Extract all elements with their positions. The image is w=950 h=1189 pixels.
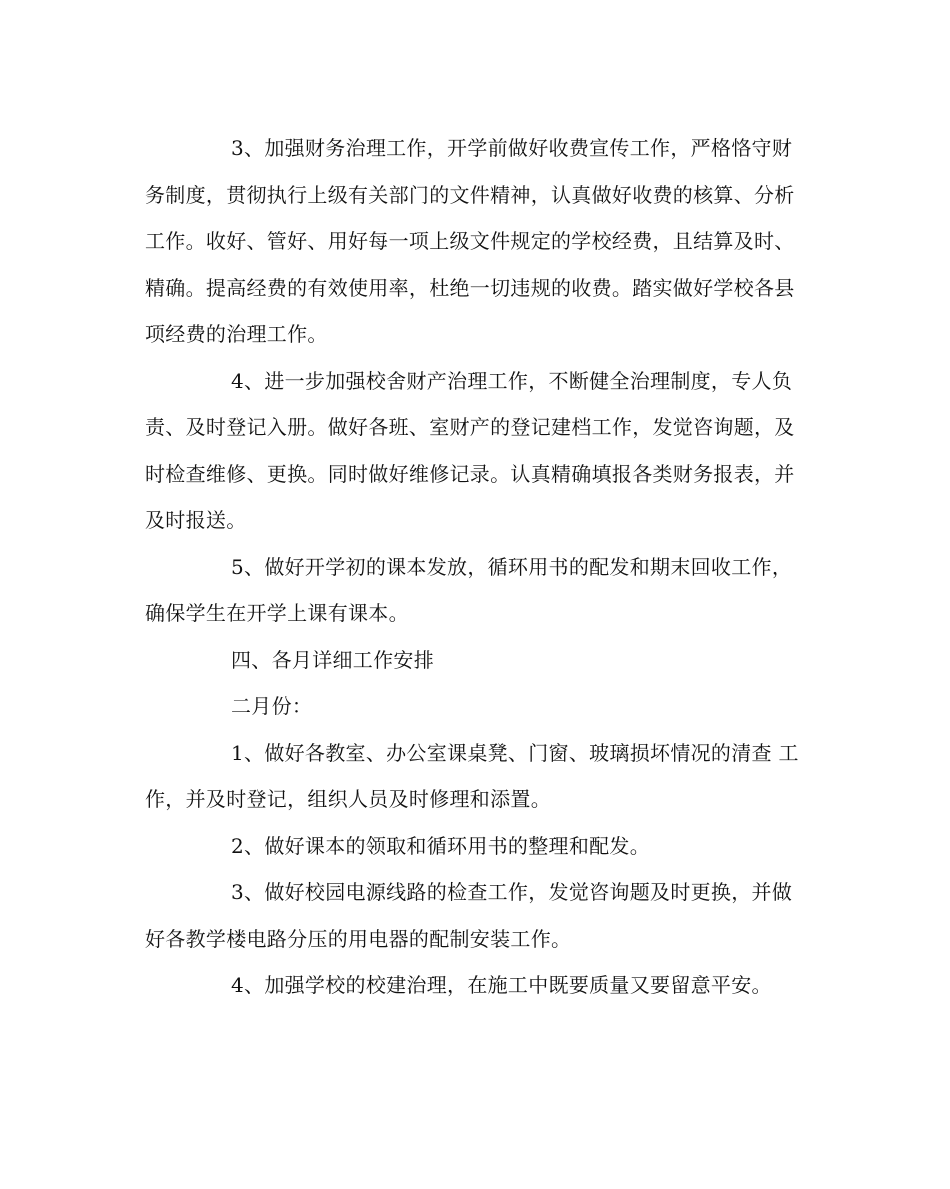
paragraph-textbook-distribution: 5、做好开学初的课本发放，循环用书的配发和期末回收工作，确保学生在开学上课有课本。 xyxy=(145,554,793,625)
section-heading-monthly-plan: 四、各月详细工作安排 xyxy=(231,647,434,672)
document-body xyxy=(145,125,800,1009)
list-item-power-line-check: 3、做好校园电源线路的检查工作，发觉咨询题及时更换，并做好各教学楼电路分压的用电器的配制安装工作。 xyxy=(145,880,793,951)
subheading-february: 二月份： xyxy=(231,694,313,718)
paragraph-property-management: 4、进一步加强校舍财产治理工作，不断健全治理制度，专人负责、及时登记入册。做好各班、室财产的登记建档工作，发觉咨询题，及时检查维修、更换。同时做好维修记录。认真精确填报各类财务报表，并及时报送。 xyxy=(145,368,795,532)
paragraph-finance-management: 3、加强财务治理工作，开学前做好收费宣传工作，严格恪守财务制度，贯彻执行上级有关部门的文件精神，认真做好收费的核算、分析工作。收好、管好、用好每一项上级文件规定的学校经费，且结算及时、精确。提高经费的有效使用率，杜绝一切违规的收费。踏实做好学校各县项经费的治理工作。 xyxy=(145,136,795,346)
list-item-textbook-collection: 2、做好课本的领取和循环用书的整理和配发。 xyxy=(231,833,651,858)
list-item-desk-inspection: 1、做好各教室、办公室课桌凳、门窗、玻璃损坏情况的清查 工作，并及时登记，组织人员及时修理和添置。 xyxy=(145,740,799,811)
list-item-construction-management: 4、加强学校的校建治理，在施工中既要质量又要留意平安。 xyxy=(231,973,772,997)
